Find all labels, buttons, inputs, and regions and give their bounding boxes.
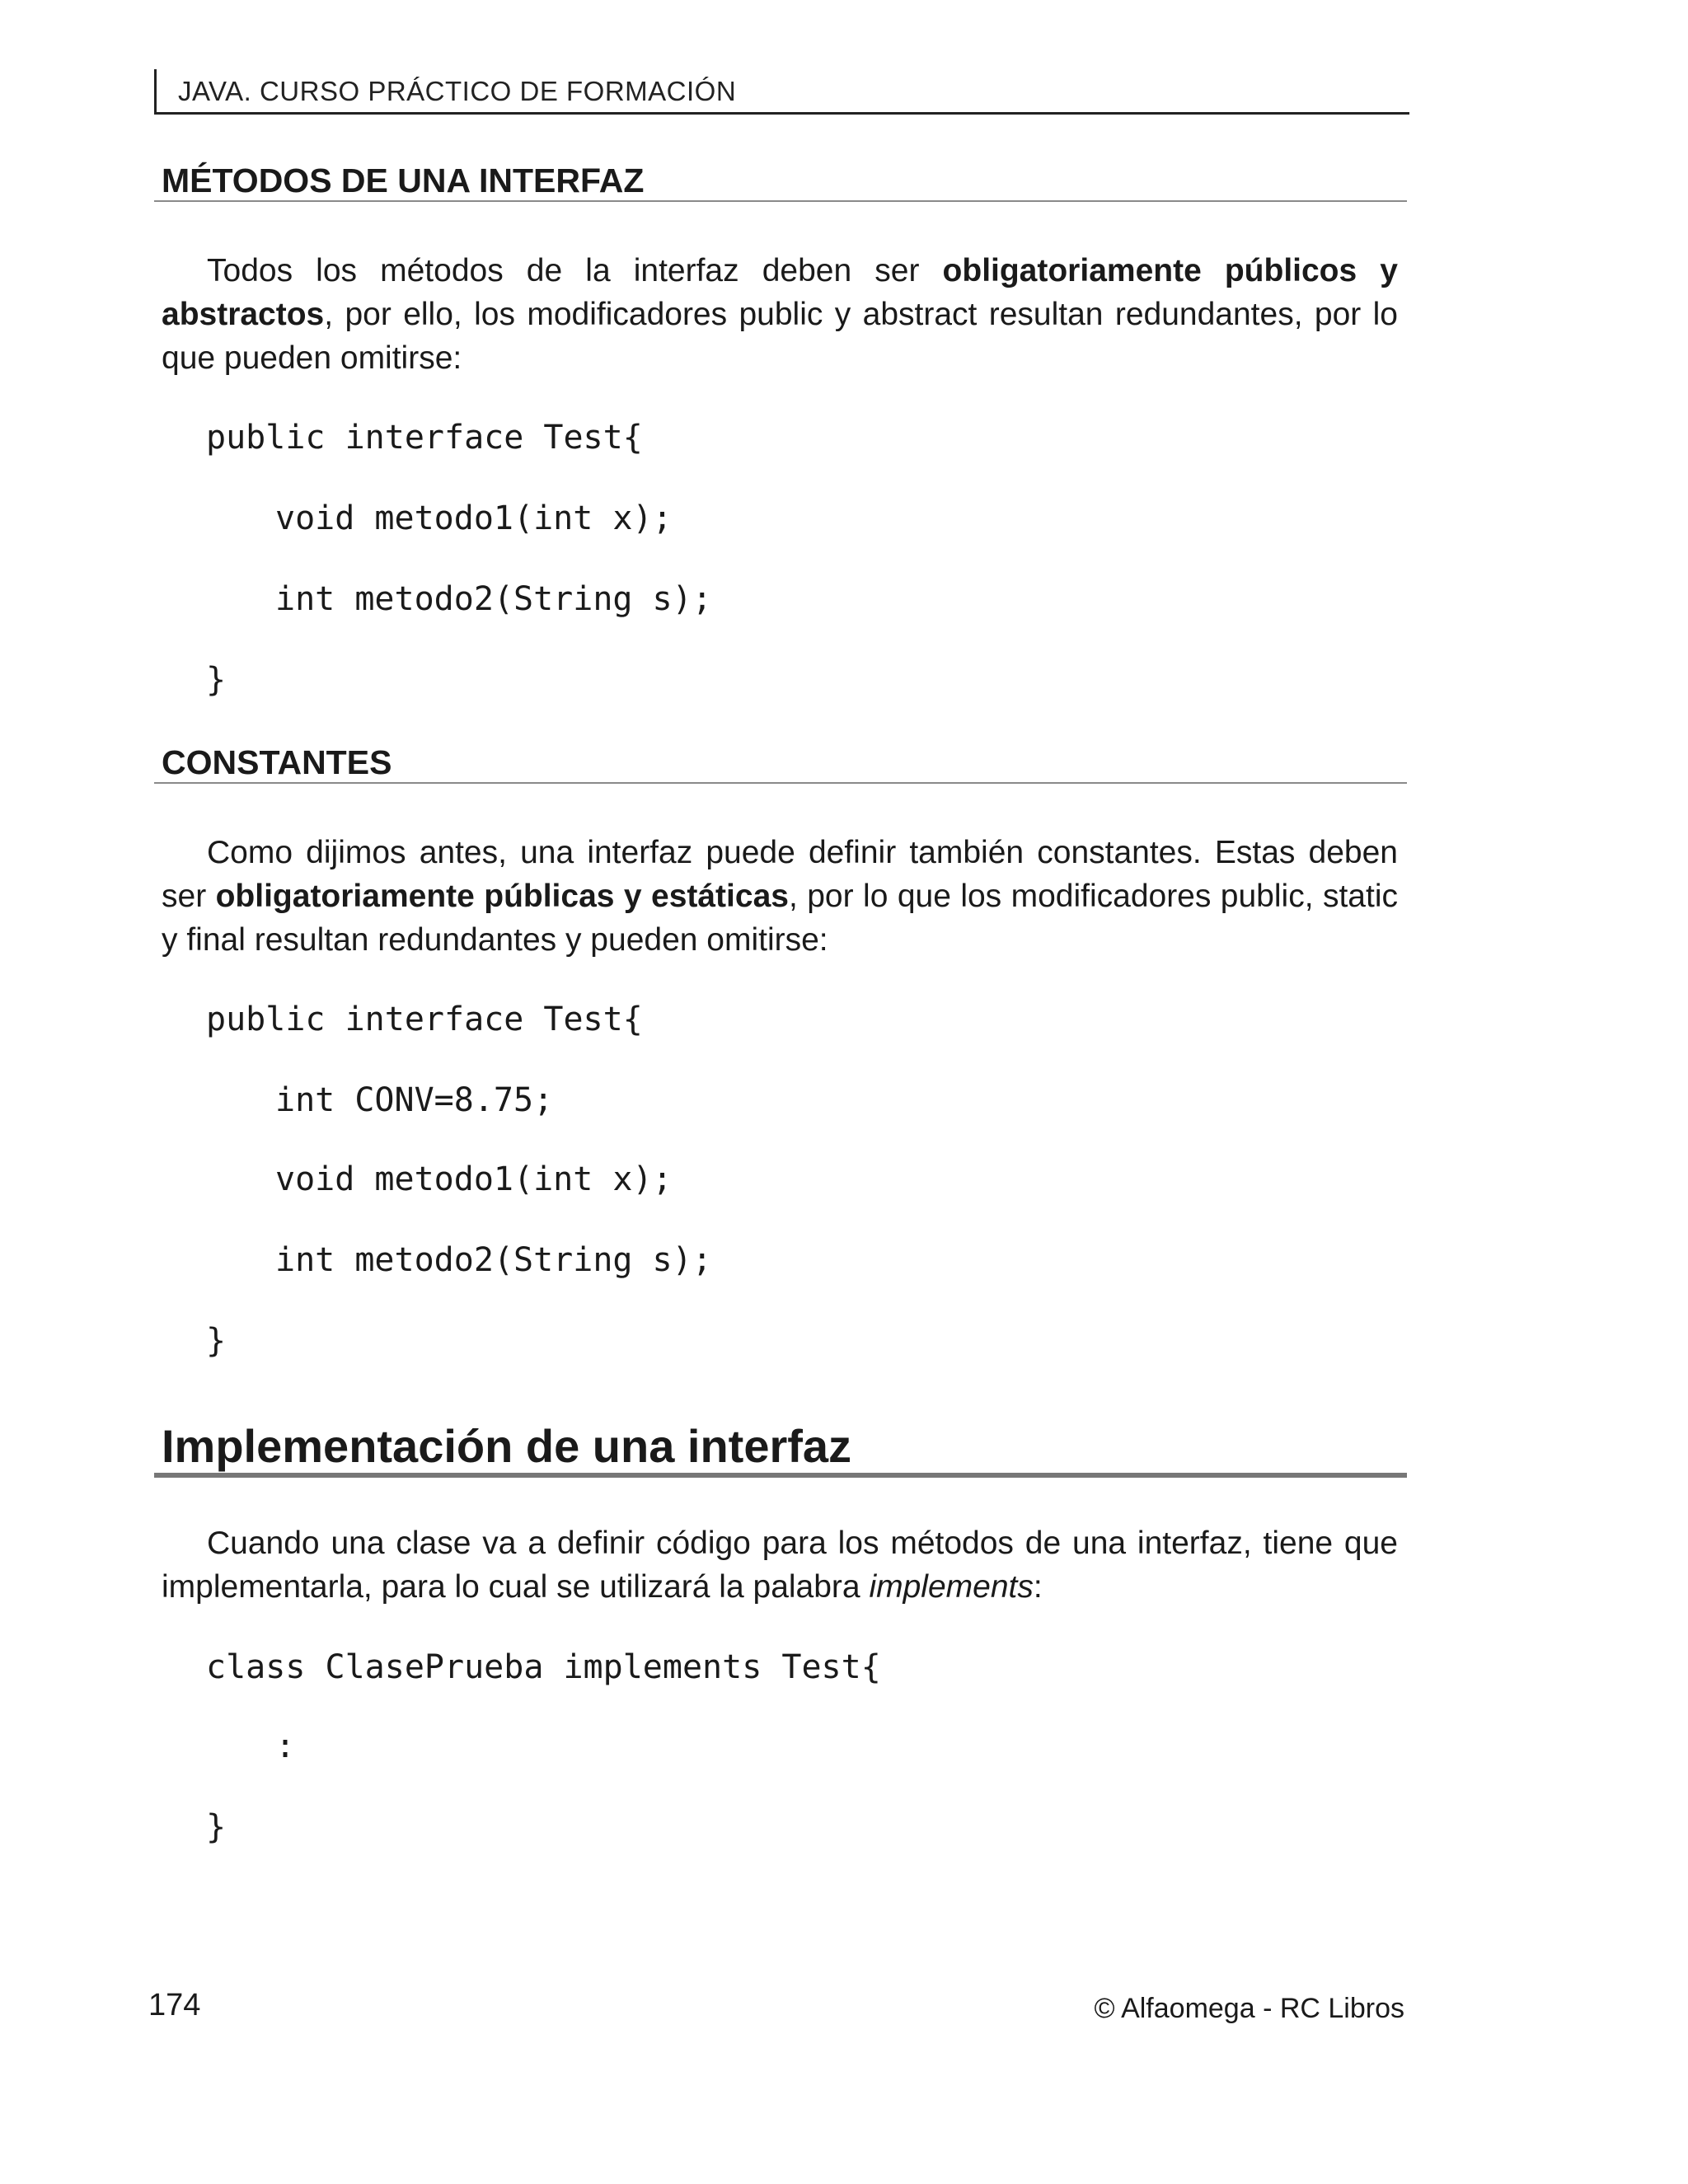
code-line: } bbox=[206, 661, 227, 699]
section-heading-constantes bbox=[154, 743, 1407, 784]
paragraph-text: Como dijimos antes, una interfaz puede definir también constantes. Estas deben ser bbox=[162, 835, 1398, 914]
paragraph-text: Cuando una clase va a definir código para los métodos de una interfaz, tiene que implementarla, para lo cual se utilizará la palabra bbox=[162, 1526, 1398, 1605]
code-line: int metodo2(String s); bbox=[275, 1241, 712, 1279]
running-header bbox=[154, 69, 1409, 115]
code-line: class ClasePrueba implements Test{ bbox=[206, 1648, 881, 1686]
section-heading-text: CONSTANTES bbox=[162, 743, 392, 781]
paragraph-text: Todos los métodos de la interfaz deben ser bbox=[207, 253, 943, 288]
chapter-heading-implementacion bbox=[154, 1419, 1407, 1478]
code-line: int CONV=8.75; bbox=[275, 1081, 554, 1119]
paragraph-text: , por lo que los modificadores public, static y final resultan redundantes y pueden omitirse: bbox=[162, 879, 1398, 958]
code-line: void metodo1(int x); bbox=[275, 499, 673, 537]
paragraph-constantes bbox=[162, 831, 1398, 962]
section-heading-metodos bbox=[154, 162, 1407, 202]
code-line: } bbox=[206, 1808, 227, 1846]
code-line: public interface Test{ bbox=[206, 1001, 643, 1038]
paragraph-bold-text: obligatoriamente públicas y estáticas bbox=[215, 879, 789, 914]
code-line: public interface Test{ bbox=[206, 419, 643, 457]
paragraph-text: : bbox=[1033, 1569, 1043, 1605]
chapter-heading-text: Implementación de una interfaz bbox=[162, 1420, 852, 1472]
running-title: JAVA. CURSO PRÁCTICO DE FORMACIÓN bbox=[178, 76, 737, 106]
code-line: : bbox=[275, 1727, 296, 1765]
code-line: void metodo1(int x); bbox=[275, 1160, 673, 1198]
paragraph-italic-text: implements bbox=[869, 1569, 1034, 1605]
section-heading-text: MÉTODOS DE UNA INTERFAZ bbox=[162, 162, 645, 199]
paragraph-text: , por ello, los modificadores public y abstract resultan redundantes, por lo que pueden omitirse: bbox=[162, 297, 1398, 376]
paragraph-metodos bbox=[162, 249, 1398, 380]
paragraph-implementacion bbox=[162, 1521, 1398, 1609]
code-line: int metodo2(String s); bbox=[275, 580, 712, 618]
code-line: } bbox=[206, 1322, 227, 1360]
copyright-notice: © Alfaomega - RC Libros bbox=[1094, 1993, 1404, 2024]
paragraph-bold-text: obligatoriamente públicos y abstractos bbox=[162, 253, 1398, 332]
page-number: 174 bbox=[148, 1988, 201, 2022]
